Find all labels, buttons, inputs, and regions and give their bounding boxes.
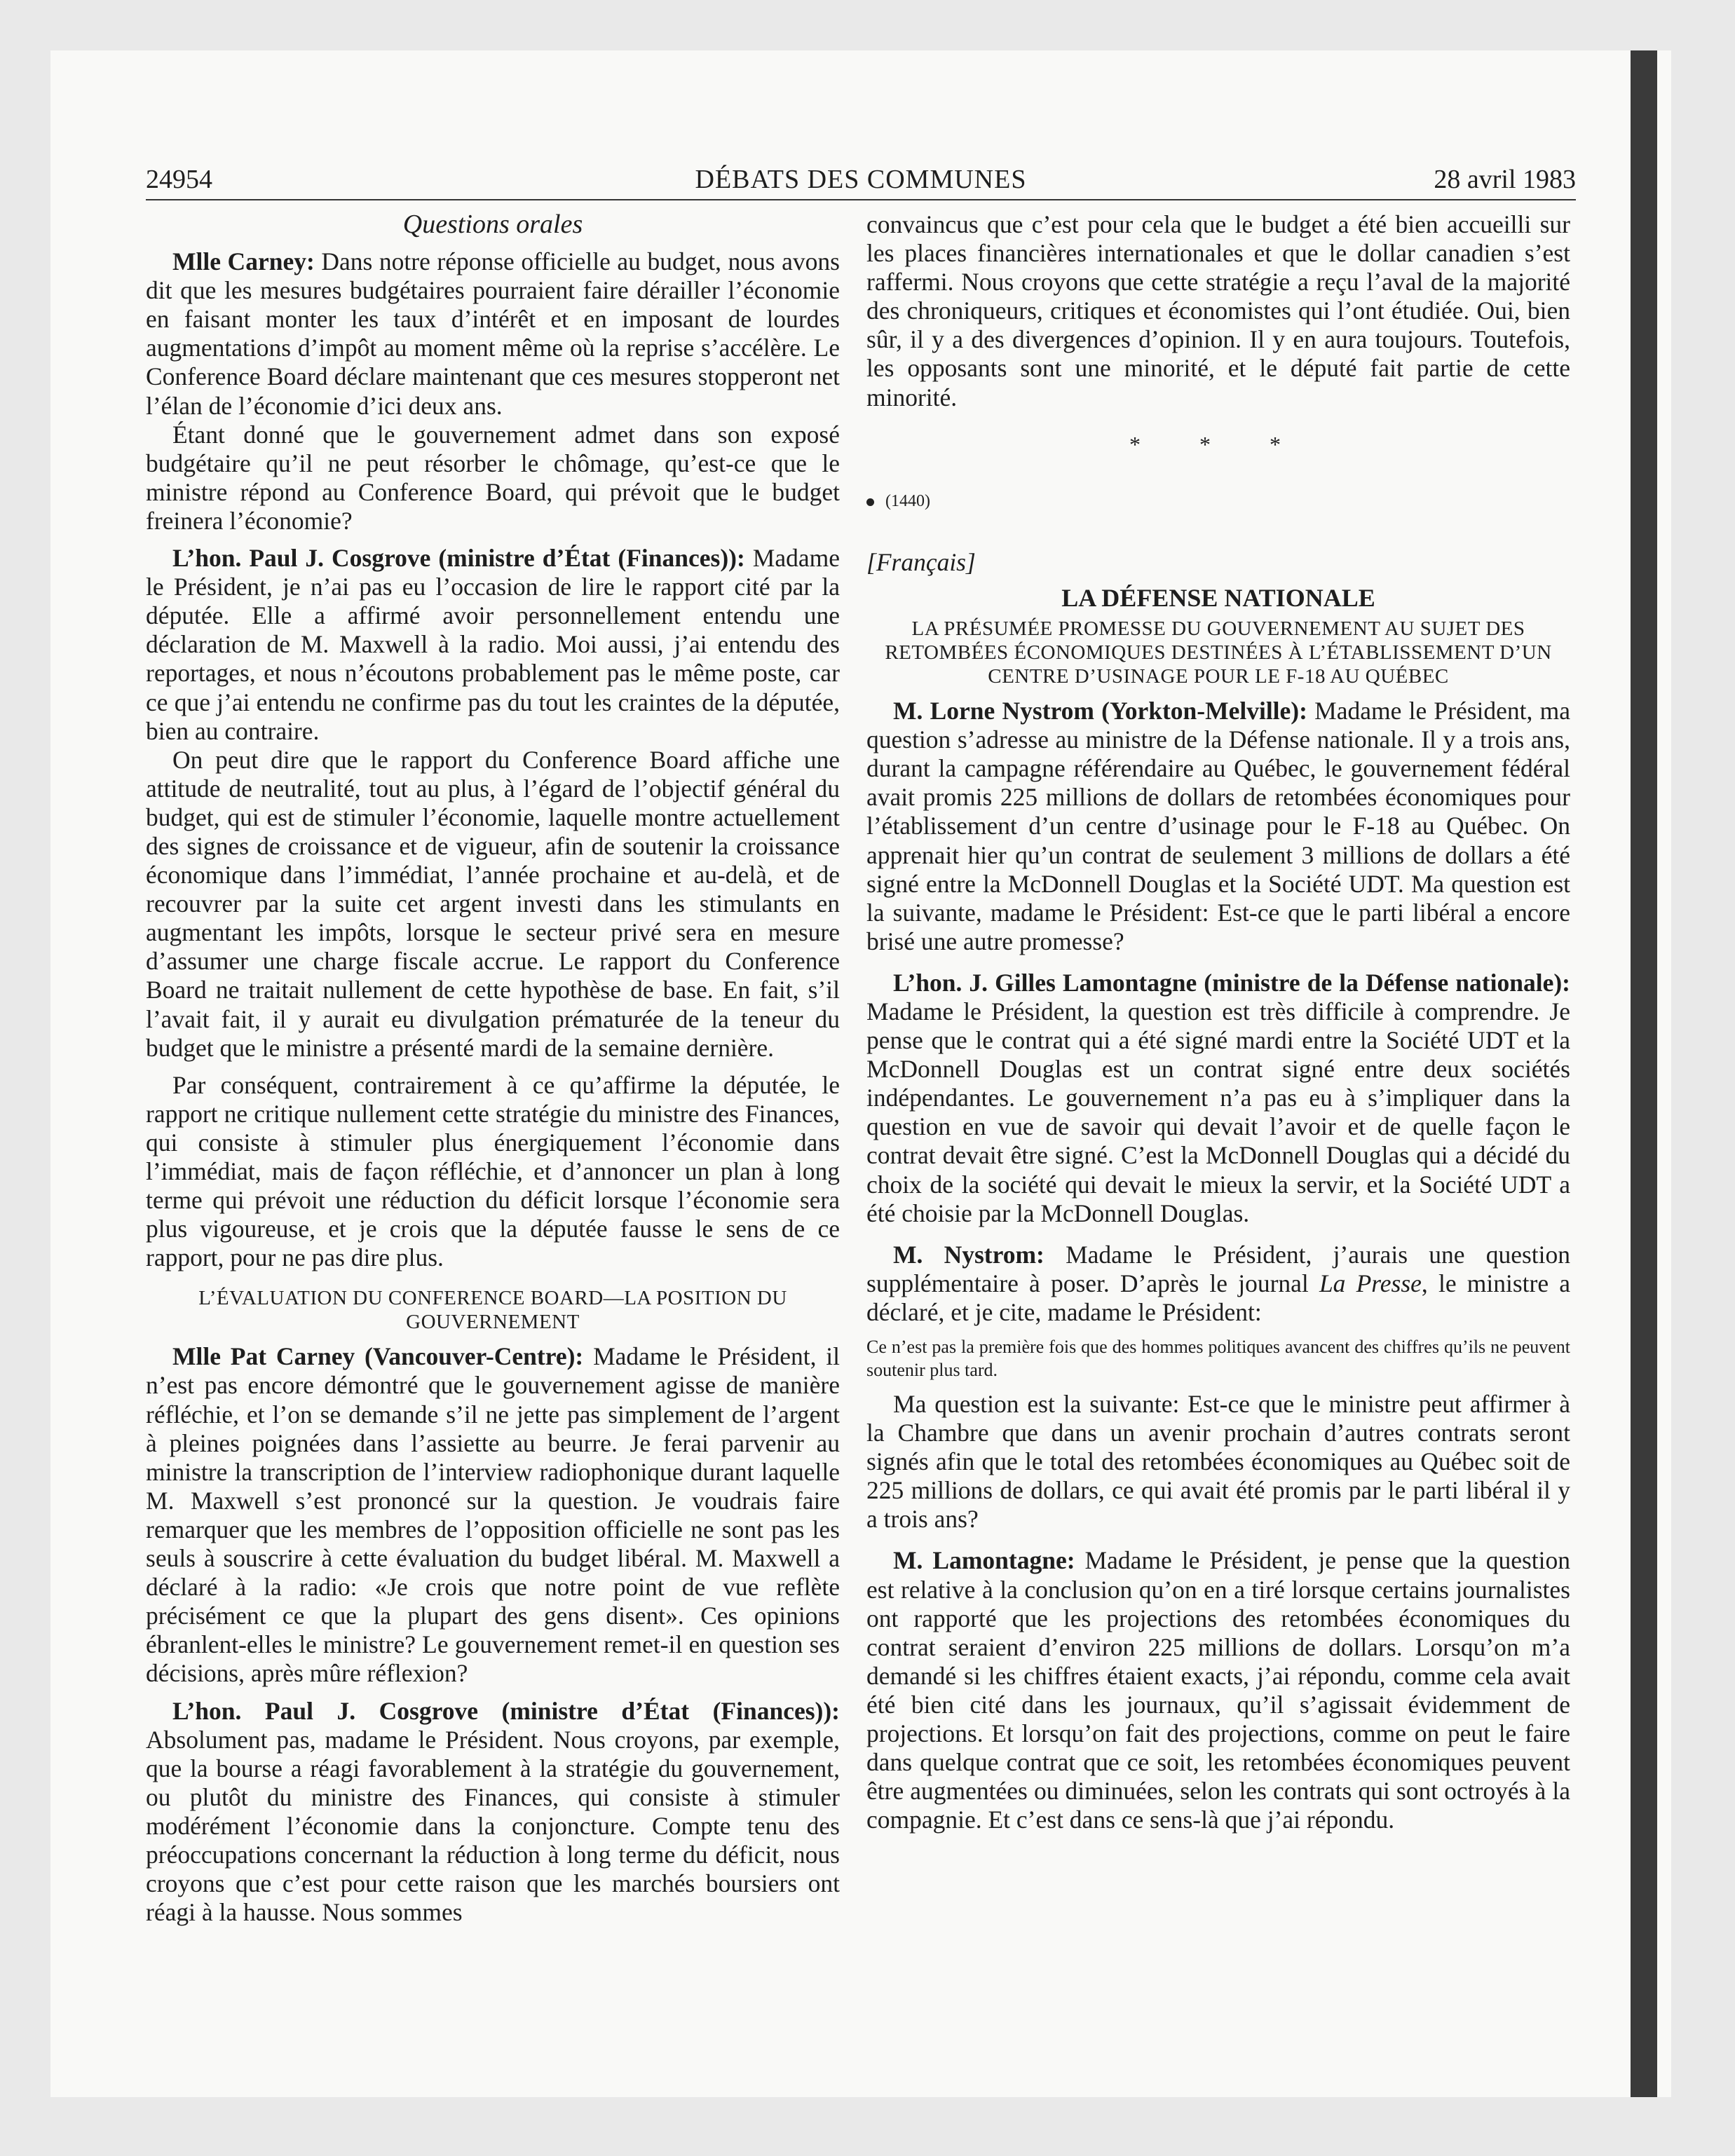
speech-text: Absolument pas, madame le Président. Nous croyons, par exemple, que la bourse a réagi favorablement à la stratégie du gouvernement, ou plutôt du ministre des Finances, qui consiste à stimuler modérément l’économie dans la conjoncture. Compte tenu des préoccupations concernant la réduction à long terme du déficit, nous croyons que c’est pour cette raison que les marchés boursiers ont réagi à la hausse. Nous sommes [146, 1725, 840, 1927]
speech-text: Madame le Président, ma question s’adresse au ministre de la Défense nationale. Il y a trois ans, durant la campagne référendaire au Québec, le gouvernement fédéral avait promis 225 millions de dollars de retombées économiques pour l’établissement d’un centre d’usinage pour le F-18 au Québec. On apprenait hier qu’un contrat de seulement 3 millions de dollars a été signé entre la McDonnell Douglas et la Société UDT. Ma question est la suivante, madame le Président: Est-ce que le parti libéral a encore brisé une autre promesse? [866, 697, 1570, 955]
speech-paragraph [866, 1546, 1570, 1834]
speech-paragraph [146, 247, 840, 421]
sub-heading: L’ÉVALUATION DU CONFERENCE BOARD—LA POSITION DU GOUVERNEMENT [198, 1287, 787, 1334]
speaker-name: M. Lamontagne: [893, 1546, 1075, 1575]
speaker-name: L’hon. Paul J. Cosgrove (ministre d’État (Finances)): [172, 544, 745, 573]
speech-paragraph [146, 1697, 840, 1928]
section-title: Questions orales [402, 210, 583, 239]
heading: LA DÉFENSE NATIONALE [1061, 583, 1375, 612]
section-break: * * * [1129, 431, 1307, 457]
running-header [146, 163, 1576, 200]
speech-text: , le ministre a déclaré, et je cite, madame le Président: [866, 1269, 1570, 1326]
left-column [146, 210, 840, 1927]
speech-text: Madame le Président, il n’est pas encore démontré que le gouvernement agisse de manière réfléchie, et l’on se demande s’il ne jette pas simplement de l’argent à pleines poignées dans l’assiette au beurre. Je ferai parvenir au ministre la transcription de l’interview radiophonique durant laquelle M. Maxwell s’est prononcé sur la question. Je voudrais faire remarquer que les membres de l’opposition officielle ne sont pas les seuls à souscrire à cette évaluation du budget libéral. M. Maxwell a déclaré à la radio: «Je crois que notre point de vue reflète précisément ce que la plupart des gens disent». Ces opinions ébranlent-elles le ministre? Le gouvernement remet-il en question ses décisions, après mûre réflexion? [146, 1342, 841, 1688]
speech-paragraph [146, 544, 840, 746]
speech-paragraph: Étant donné que le gouvernement admet dans son exposé budgétaire qu’il ne peut résorber le chômage, qu’est-ce que le ministre répond au Conference Board, qui prévoit que le budget freinera l’économie? [146, 420, 840, 535]
timecode [866, 487, 1570, 516]
block-quote: Ce n’est pas la première fois que des hommes politiques avancent des chiffres qu’ils ne peuvent soutenir plus tard. [866, 1337, 1570, 1380]
speech-paragraph: Ma question est la suivante: Est-ce que le ministre peut affirmer à la Chambre que dans un avenir prochain d’autres contrats seront signés afin que le total des retombées économiques au Québec soit de 225 millions de dollars, ce qui avait été promis par le parti libéral il y a trois ans? [866, 1390, 1570, 1534]
speech-paragraph: On peut dire que le rapport du Conference Board affiche une attitude de neutralité, tout au plus, à l’égard de l’objectif général du budget, qui est de stimuler l’économie, laquelle montre actuellement des signes de croissance et de vigueur, afin de soutenir la croissance économique dans l’immédiat, l’année prochaine et au-delà, et de recouvrer par la suite cet argent investi dans les stimulants en augmentant les impôts, lorsque le secteur privé sera en mesure d’assumer une charge fiscale accrue. Le rapport du Conference Board ne traitait nullement de cette hypothèse de base. En fait, s’il l’avait fait, il y aurait eu divulgation prématurée de la teneur du budget que le ministre a présenté mardi de la semaine dernière. [146, 745, 840, 1062]
newspaper-title: La Presse [1319, 1269, 1422, 1297]
speech-paragraph [866, 697, 1570, 956]
speech-paragraph [146, 1342, 840, 1688]
publication-title: DÉBATS DES COMMUNES [695, 165, 1027, 194]
speech-paragraph [866, 969, 1570, 1228]
speech-text: Madame le Président, j’aurais une question supplémentaire à poser. D’après le journal [866, 1240, 1570, 1297]
speaker-name: L’hon. Paul J. Cosgrove (ministre d’État (Finances)): [172, 1696, 840, 1725]
speaker-name: L’hon. J. Gilles Lamontagne (ministre de la Défense nationale): [893, 968, 1570, 997]
speech-paragraph: Par conséquent, contrairement à ce qu’affirme la députée, le rapport ne critique nullement cette stratégie du ministre des Finances, qui consiste à stimuler plus énergiquement l’économie dans l’immédiat, mais de façon réfléchie, et d’annoncer un plan à long terme qui prévoit une réduction du déficit lorsque l’économie sera plus vigoureuse, et je crois que la députée fausse le sens de ce rapport, pour ne pas dire plus. [146, 1070, 840, 1272]
binding-edge [1631, 50, 1657, 2097]
page-number: 24954 [146, 165, 212, 194]
language-marker: [Français] [866, 547, 976, 576]
bullet-icon [866, 498, 874, 506]
speaker-name: M. Nystrom: [893, 1240, 1045, 1269]
speaker-name: Mlle Carney: [172, 247, 315, 276]
sub-heading: LA PRÉSUMÉE PROMESSE DU GOUVERNEMENT AU SUJET DES RETOMBÉES ÉCONOMIQUES DESTINÉES À L’ÉTABLISSEMENT D’UN CENTRE D’USINAGE POUR LE F-18 AU QUÉBEC [885, 618, 1552, 688]
speech-text: Madame le Président, la question est très difficile à comprendre. Je pense que le contrat qui a été signé mardi entre la Société UDT et la McDonnell Douglas est un contrat signé entre deux sociétés indépendantes. Le gouvernement n’a pas eu à s’impliquer dans la question en vue de savoir qui devait l’avoir et de quelle façon le contrat devait être signé. C’est la McDonnell Douglas qui a décidé du choix de la société qui devait le mieux la servir, et la Société UDT a été choisie par la McDonnell Douglas. [866, 997, 1570, 1227]
speaker-name: Mlle Pat Carney (Vancouver-Centre): [172, 1342, 584, 1371]
sitting-date: 28 avril 1983 [1434, 165, 1576, 194]
speech-text: Madame le Président, je n’ai pas eu l’occasion de lire le rapport cité par la députée. Elle a affirmé avoir personnellement entendu une déclaration de M. Maxwell à la radio. Moi aussi, j’ai entendu des reportages, et nous n’écoutons probablement pas le même poste, car ce que j’ai entendu ne confirme pas du tout les craintes de la députée, bien au contraire. [146, 544, 840, 745]
speech-text: Dans notre réponse officielle au budget, nous avons dit que les mesures budgétaires pourraient faire dérailler l’économie en faisant monter les taux d’intérêt et en imposant de lourdes augmentations d’impôt au moment même où la reprise s’accélère. Le Conference Board déclare maintenant que ces mesures stopperont net l’élan de l’économie d’ici deux ans. [146, 247, 840, 420]
speech-text: Madame le Président, je pense que la question est relative à la conclusion qu’on en a tiré lorsque certains journalistes ont rapporté que les projections des retombées économiques du contrat seraient d’environ 225 millions de dollars. Lorsqu’on m’a demandé si les chiffres étaient exacts, j’ai répondu, comme cela avait été bien cité dans les journaux, qu’il s’agissait évidemment de projections. Et lorsqu’on fait des projections, comme on peut le faire dans quelque contrat que ce soit, les retombées économiques peuvent être augmentées ou diminuées, selon les contrats qui sont octroyés à la compagnie. Et c’est dans ce sens-là que j’ai répondu. [866, 1546, 1571, 1834]
right-column [866, 210, 1570, 1834]
timecode-text: (1440) [885, 491, 930, 510]
speech-paragraph [866, 1241, 1570, 1327]
speech-paragraph: convaincus que c’est pour cela que le budget a été bien accueilli sur les places financières internationales et que le dollar canadien s’est raffermi. Nous croyons que cette stratégie a reçu l’aval de la majorité des chroniqueurs, critiques et économistes qui l’ont étudiée. Oui, bien sûr, il y a des divergences d’opinion. Il y en aura toujours. Toutefois, les opposants sont une minorité, et le député fait partie de cette minorité. [866, 210, 1570, 411]
speaker-name: M. Lorne Nystrom (Yorkton-Melville): [893, 697, 1307, 725]
